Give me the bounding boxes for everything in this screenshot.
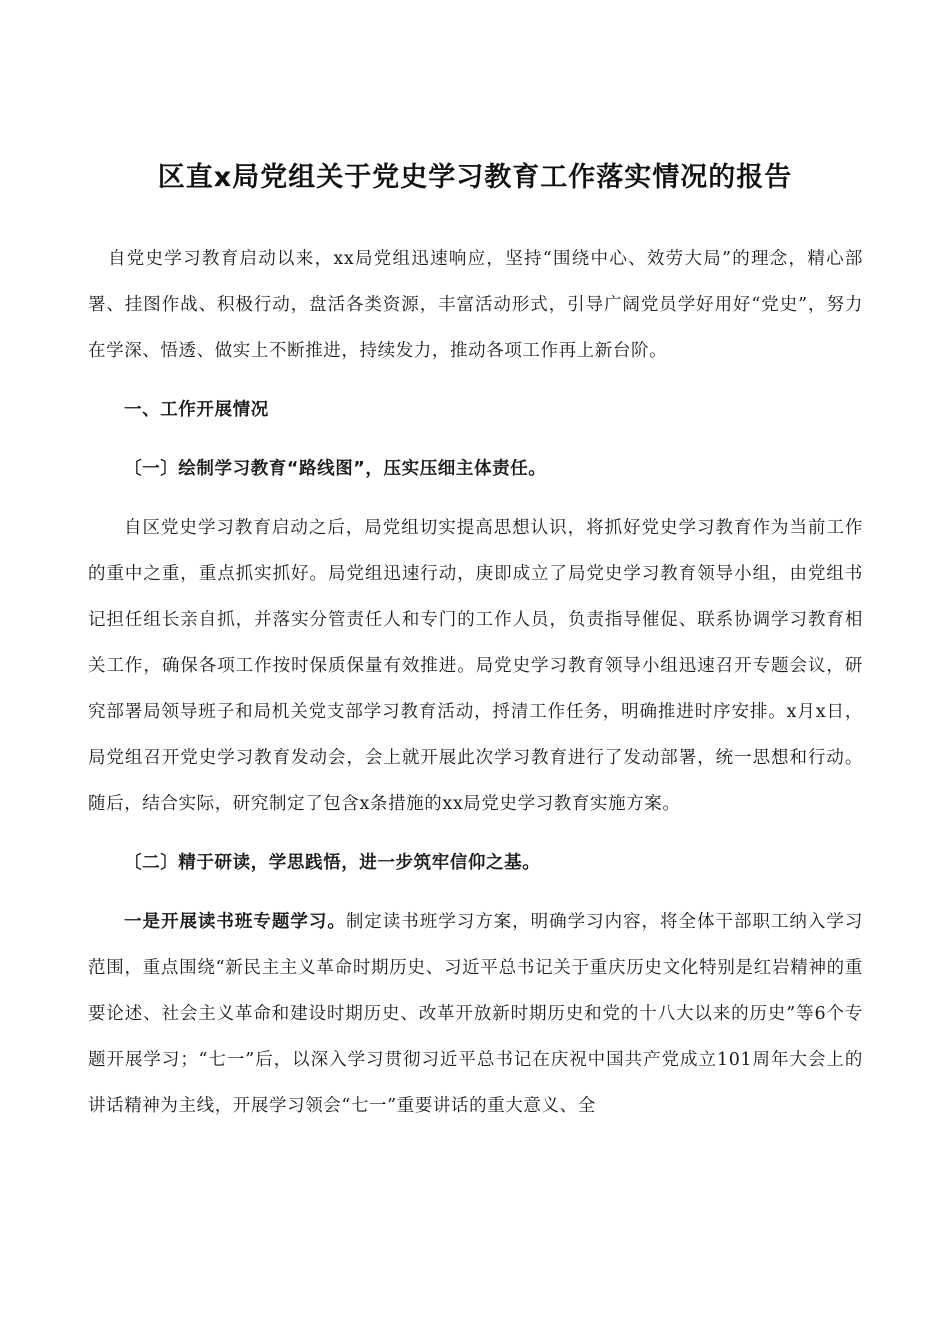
- subsection-heading-2: 〔二〕精于研读，学思践悟，进一步筑牢信仰之基。: [124, 853, 541, 873]
- document-body: [88, 236, 863, 1129]
- subsection-heading-1: 〔一〕绘制学习教育“路线图”，压实压细主体责任。: [124, 459, 547, 479]
- subsection-1-paragraph: 自区党史学习教育启动之后，局党组切实提高思想认识，将抓好党史学习教育作为当前工作的重中之重，重点抓实抓好。局党组迅速行动，庚即成立了局党史学习教育领导小组，由党组书记担任组长亲自抓，并落实分管责任人和专门的工作人员，负责指导催促、联系协调学习教育相关工作，确保各项工作按时保质保量有效推进。局党史学习教育领导小组迅速召开专题会议，研究部署局领导班子和局机关党支部学习教育活动，捋清工作任务，明确推进时序安排。x月x日，局党组召开党史学习教育发动会，会上就开展此次学习教育进行了发动部署，统一思想和行动。随后，结合实际，研究制定了包含x条措施的xx局党史学习教育实施方案。: [88, 518, 863, 814]
- section-heading-1: 一、工作开展情况: [124, 400, 269, 420]
- subsection-2-text: 制定读书班学习方案，明确学习内容，将全体干部职工纳入学习范围，重点围绕“新民主主义革命时期历史、习近平总书记关于重庆历史文化特别是红岩精神的重要论述、社会主义革命和建设时期历史、改革开放新时期历史和党的十八大以来的历史”等6个专题开展学习；“七一”后，以深入学习贯彻习近平总书记在庆祝中国共产党成立101周年大会上的讲话精神为主线，开展学习领会“七一”重要讲话的重大意义、全: [88, 912, 863, 1116]
- subsection-2-paragraph: [88, 899, 863, 1129]
- subsection-2-lead: 一是开展读书班专题学习。: [124, 912, 346, 932]
- document-title: 区直x局党组关于党史学习教育工作落实情况的报告: [157, 162, 793, 193]
- intro-paragraph: 自党史学习教育启动以来，xx局党组迅速响应，坚持“围绕中心、效劳大局”的理念，精心部署、挂图作战、积极行动，盘活各类资源，丰富活动形式，引导广阔党员学好用好“党史”，努力在学深、悟透、做实上不断推进，持续发力，推动各项工作再上新台阶。: [88, 249, 863, 361]
